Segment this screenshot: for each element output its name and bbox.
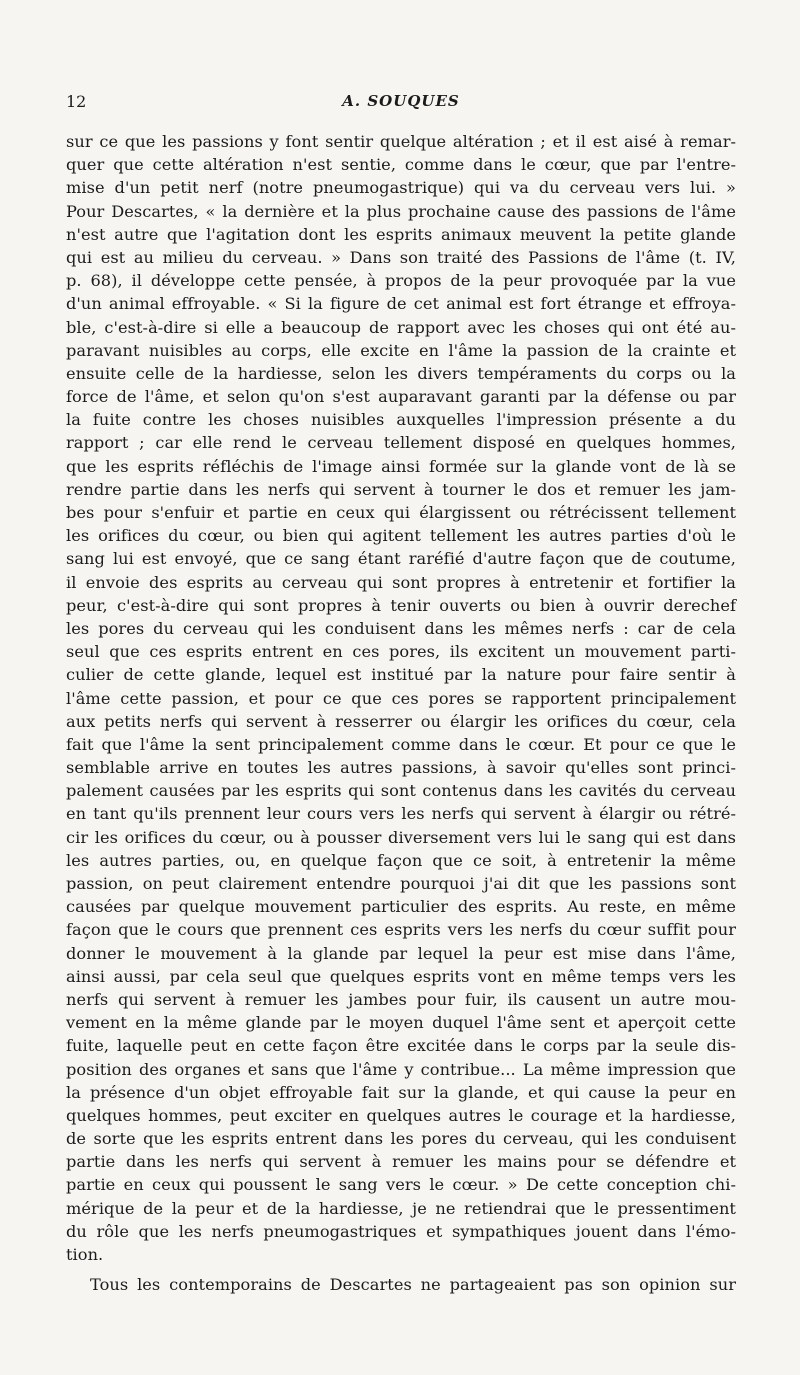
text-line: partie dans les nerfs qui servent à remuer les mains pour se défendre et [66,1152,736,1172]
text-line: les orifices du cœur, ou bien qui agitent tellement les autres parties d'où le [66,526,736,546]
running-head: A. SOUQUES [342,92,460,110]
text-line: n'est autre que l'agitation dont les esprits animaux meuvent la petite glande [66,224,736,244]
text-line: ble, c'est-à-dire si elle a beaucoup de rapport avec les choses qui ont été au- [66,317,736,337]
text-line: mise d'un petit nerf (notre pneumogastrique) qui va du cerveau vers lui. » [66,178,736,198]
paragraph-gap [66,1266,736,1273]
text-line: causées par quelque mouvement particulier des esprits. Au reste, en même [66,897,736,917]
text-line: passion, on peut clairement entendre pourquoi j'ai dit que les passions sont [66,874,736,893]
text-line: tion. [66,1245,104,1264]
text-line: Pour Descartes, « la dernière et la plus prochaine cause des passions de l'âme [66,201,736,221]
text-line: rapport ; car elle rend le cerveau tellement disposé en quelques hommes, [66,433,736,453]
text-line: vement en la même glande par le moyen duquel l'âme sent et aperçoit cette [66,1013,736,1033]
text-line: bes pour s'enfuir et partie en ceux qui élargissent ou rétrécissent tellement [66,503,736,522]
text-line: quer que cette altération n'est sentie, comme dans le cœur, que par l'entre- [66,155,736,175]
text-line: il envoie des esprits au cerveau qui sont propres à entretenir et fortifier la [66,572,736,592]
text-line: ensuite celle de la hardiesse, selon les divers tempéraments du corps ou la [66,363,736,383]
text-line: la présence d'un objet effroyable fait sur la glande, et qui cause la peur en [66,1082,736,1102]
text-line: du rôle que les nerfs pneumogastriques et sympathiques jouent dans l'émo- [66,1221,736,1241]
text-line: semblable arrive en toutes les autres passions, à savoir qu'elles sont princi- [66,758,736,778]
text-line: ainsi aussi, par cela seul que quelques esprits vont en même temps vers les [66,966,736,986]
paragraph-1 [66,130,736,1266]
text-line: les pores du cerveau qui les conduisent dans les mêmes nerfs : car de cela [66,618,736,638]
text-line: sang lui est envoyé, que ce sang étant raréfié d'autre façon que de coutume, [66,549,736,569]
text-line: en tant qu'ils prennent leur cours vers les nerfs qui servent à élargir ou rétré- [66,804,736,824]
text-line: cir les orifices du cœur, ou à pousser diversement vers lui le sang qui est dans [66,827,736,847]
text-line: qui est au milieu du cerveau. » Dans son traité des Passions de l'âme (t. IV, [66,247,736,267]
text-line: aux petits nerfs qui servent à resserrer ou élargir les orifices du cœur, cela [66,711,736,731]
page-header [66,92,736,116]
text-line: sur ce que les passions y font sentir quelque altération ; et il est aisé à remar- [66,132,736,151]
text-line: fuite, laquelle peut en cette façon être excitée dans le corps par la seule dis- [66,1036,736,1056]
paragraph-2 [66,1273,736,1296]
text-line: culier de cette glande, lequel est institué par la nature pour faire sentir à [66,665,736,685]
text-line: quelques hommes, peut exciter en quelques autres le courage et la hardiesse, [66,1105,736,1125]
text-line: rendre partie dans les nerfs qui servent à tourner le dos et remuer les jam- [66,479,736,499]
body-text [66,130,736,1296]
text-line: fait que l'âme la sent principalement comme dans le cœur. Et pour ce que le [66,734,736,754]
text-line: palement causées par les esprits qui sont contenus dans les cavités du cerveau [66,781,736,801]
text-line: seul que ces esprits entrent en ces pores, ils excitent un mouvement parti- [66,642,736,662]
text-line: force de l'âme, et selon qu'on s'est auparavant garanti par la défense ou par [66,387,736,407]
page-number: 12 [66,92,87,111]
text-line: position des organes et sans que l'âme y contribue... La même impression que [66,1059,736,1079]
text-line: de sorte que les esprits entrent dans les pores du cerveau, qui les conduisent [66,1129,736,1149]
text-line: que les esprits réfléchis de l'image ainsi formée sur la glande vont de là se [66,456,736,476]
text-line: paravant nuisibles au corps, elle excite en l'âme la passion de la crainte et [66,340,736,360]
text-line: p. 68), il développe cette pensée, à propos de la peur provoquée par la vue [66,271,736,291]
text-line: d'un animal effroyable. « Si la figure de cet animal est fort étrange et effroya- [66,294,736,314]
text-line: partie en ceux qui poussent le sang vers le cœur. » De cette conception chi- [66,1175,736,1195]
text-line: mérique de la peur et de la hardiesse, je ne retiendrai que le pressentiment [66,1198,736,1218]
text-line: peur, c'est-à-dire qui sont propres à tenir ouverts ou bien à ouvrir derechef [66,595,736,615]
text-line: donner le mouvement à la glande par lequel la peur est mise dans l'âme, [66,943,736,963]
text-line: façon que le cours que prennent ces esprits vers les nerfs du cœur suffit pour [66,920,736,940]
text-line: nerfs qui servent à remuer les jambes pour fuir, ils causent un autre mou- [66,989,736,1009]
text-line: Tous les contemporains de Descartes ne partageaient pas son opinion sur [90,1275,736,1295]
text-line: l'âme cette passion, et pour ce que ces pores se rapportent principalement [66,688,736,708]
text-line: la fuite contre les choses nuisibles auxquelles l'impression présente a du [66,410,736,430]
text-line: les autres parties, ou, en quelque façon que ce soit, à entretenir la même [66,850,736,870]
